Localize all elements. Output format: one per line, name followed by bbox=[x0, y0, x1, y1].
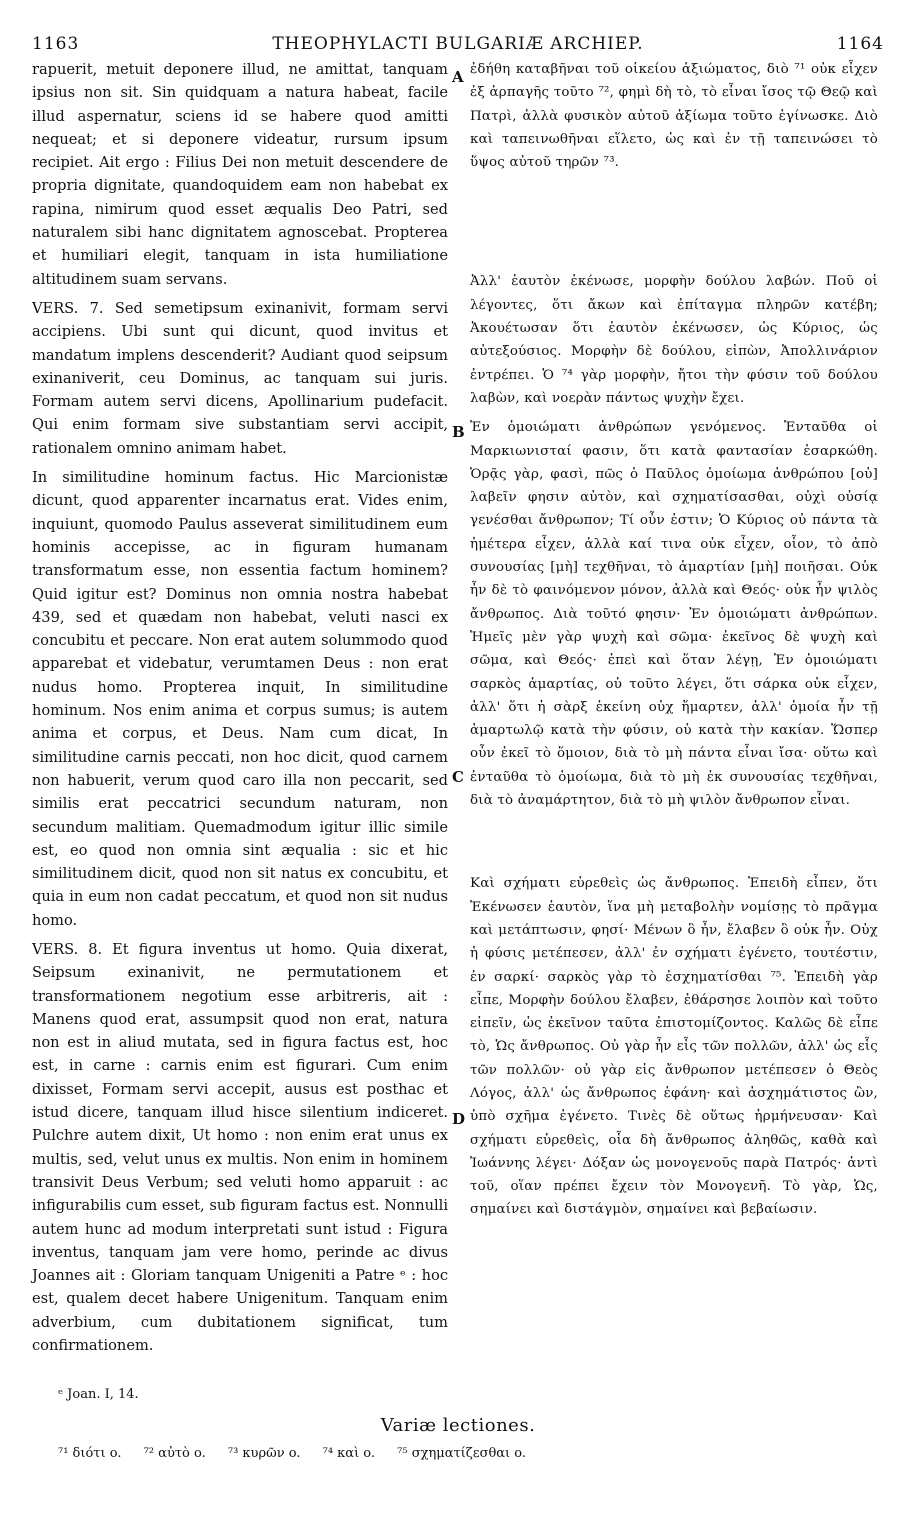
greek-paragraph: Ἀλλ' ἑαυτὸν ἐκένωσε, μορφὴν δούλου λαβών. Ποῦ οἱ λέγοντες, ὅτι ἄκων καὶ ἐπίταγμα πληρῶν κατέβη; Ἀκουέτωσαν ὅτι ἑαυτὸν ἐκένωσεν, ὡς Κύριος, ὡς αὐτεξούσιος. Μορφὴν δὲ δούλου, εἰπὼν, Ἀπολλινάριον ἐντρέπει. Ὁ ⁷⁴ γὰρ μορφὴν, ἤτοι τὴν φύσιν τοῦ δούλου λαβὼν, καὶ νοερὰν πάντως ψυχὴν ἔχει. bbox=[470, 274, 878, 406]
column-marker-c: C bbox=[452, 768, 464, 786]
variant-reading: ⁷² αὐτὸ o. bbox=[143, 1446, 206, 1461]
latin-paragraph: VERS. 7. Sed semetipsum exinanivit, formam servi accipiens. Ubi sunt qui dicunt, quod invitus et mandatum implens descenderit? Audiant quod seipsum exinaniverit, ceu Dominus, ac tanquam sui juris. Formam autem servi dicens, Apollinarium pudefacit. Qui enim formam sive substantiam servi accipit, rationalem omnino animam habet. bbox=[32, 299, 448, 457]
variant-reading: ⁷⁴ καὶ o. bbox=[322, 1446, 376, 1461]
variant-reading: ⁷⁵ σχηματίζεσθαι o. bbox=[397, 1446, 527, 1461]
variae-lectiones-title: Variæ lectiones. bbox=[380, 1415, 536, 1436]
variant-reading: ⁷¹ διότι o. bbox=[58, 1446, 122, 1461]
greek-paragraph: ἐδήθη καταβῆναι τοῦ οἰκείου ἀξιώματος, διὸ ⁷¹ οὐκ εἶχεν ἐξ ἁρπαγῆς τοῦτο ⁷², φημὶ δὴ τὸ, τὸ εἶναι ἴσος τῷ Θεῷ καὶ Πατρὶ, ἀλλὰ φυσικὸν αὐτοῦ ἀξίωμα τοῦτο ἐγίνωσκε. Διὸ καὶ ταπεινωθῆναι εἵλετο, ὡς καὶ ἐν τῇ ταπεινώσει τὸ ὕψος αὐτοῦ τηρῶν ⁷³. bbox=[470, 62, 878, 171]
greek-paragraph: Καὶ σχήματι εὑρεθεὶς ὡς ἄνθρωπος. Ἐπειδὴ εἶπεν, ὅτι Ἐκένωσεν ἑαυτὸν, ἵνα μὴ μεταβολὴν νομίσῃς τὸ πρᾶγμα καὶ μετάπτωσιν, φησί· Μένων ὃ ἦν, ἔλαβεν ὃ οὐκ ἦν. Οὐχ ἡ φύσις μετέπεσεν, ἀλλ' ἐν σχήματι ἐγένετο, τουτέστιν, ἐν σαρκί· σαρκὸς γὰρ τὸ ἐσχηματίσθαι ⁷⁵. Ἐπειδὴ γὰρ εἶπε, Μορφὴν δούλου ἔλαβεν, ἐθάρσησε λοιπὸν καὶ τοῦτο εἰπεῖν, ὡς ἐκεῖνον ταῦτα ἐπιστομίζοντος. Καλῶς δὲ εἶπε τὸ, Ὡς ἄνθρωπος. Οὐ γὰρ ἦν εἷς τῶν πολλῶν, ἀλλ' ὡς εἷς τῶν πολλῶν· οὐ γὰρ εἰς ἄνθρωπον μετέπεσεν ὁ Θεὸς Λόγος, ἀλλ' ὡς ἄνθρωπος ἐφάνη· καὶ ἀσχημάτιστος ὢν, ὑπὸ σχῆμα ἐγένετο. Τινὲς δὲ οὕτως ἡρμήνευσαν· Καὶ σχήματι εὑρεθεὶς, οἷα δὴ ἄνθρωπος ἀληθῶς, καθὰ καὶ Ἰωάννης λέγει· Δόξαν ὡς μονογενοῦς παρὰ Πατρός· ἀντὶ τοῦ, οἵαν πρέπει ἔχειν τὸν Μονογενῆ. Τὸ γὰρ, Ὡς, σημαίνει καὶ διστάγμὸν, σημαίνει καὶ βεβαίωσιν. bbox=[470, 876, 878, 1218]
page-header bbox=[32, 34, 884, 58]
running-title: THEOPHYLACTI BULGARIÆ ARCHIEP. bbox=[272, 34, 644, 54]
latin-column bbox=[32, 58, 448, 1357]
latin-paragraph: rapuerit, metuit deponere illud, ne amittat, tanquam ipsius non sit. Sin quidquam a natura habeat, facile illud aspernatur, sciens id se habere quod amitti nequeat; et si deponere videatur, rursum ipsum recipiet. Ait ergo : Filius Dei non metuit descendere de propria dignitate, quandoquidem eam non habebat ex rapina, nimirum quod esset æqualis Deo Patri, sed naturalem sibi hanc dignitatem agnoscebat. Propterea et humiliari elegit, tanquam in ista humiliatione altitudinem suam servans. bbox=[32, 61, 448, 288]
variant-reading: ⁷³ κυρῶν o. bbox=[227, 1446, 301, 1461]
column-marker-b: B bbox=[452, 423, 465, 441]
variae-lectiones-list bbox=[58, 1446, 544, 1461]
page-number-right: 1164 bbox=[836, 34, 884, 54]
latin-paragraph: In similitudine hominum factus. Hic Marcionistæ dicunt, quod apparenter incarnatus erat. Vides enim, inquiunt, quomodo Paulus asseverat similitudinem eum hominis accepisse, ac in figuram humanam transformatum esse, non essentia factum hominem? Quid igitur est? Dominus non omnia nostra habebat 439, sed et quædam non habebat, veluti nasci ex concubitu et peccare. Non erat autem solummodo quod apparebat et videbatur, verumtamen Deus : non erat nudus homo. Propterea inquit, In similitudine hominum. Nos enim anima et corpus sumus; is autem anima et corpus, et Deus. Nam cum dicat, In similitudine carnis peccati, non hoc dicit, quod carnem non habuerit, verum quod caro illa non peccarit, sed similis erat peccatrici secundum naturam, non secundum malitiam. Quemadmodum igitur illic simile est, eo quod non omnia sint æqualia : sic et hic similitudinem dicit, quod non sit natus ex concubitu, et quia in eum non cadat peccatum, et quod non sit nudus homo. bbox=[32, 469, 448, 929]
greek-paragraph: Ἐν ὁμοιώματι ἀνθρώπων γενόμενος. Ἐνταῦθα οἱ Μαρκιωνισταί φασιν, ὅτι κατὰ φαντασίαν ἐσαρκώθη. Ὁρᾷς γὰρ, φασὶ, πῶς ὁ Παῦλος ὁμοίωμα ἀνθρώπου [οὐ] λαβεῖν φησιν αὐτὸν, καὶ σχηματίσασθαι, οὐχὶ οὐσίᾳ γενέσθαι ἄνθρωπον; Τί οὖν ἐστιν; Ὁ Κύριος οὐ πάντα τὰ ἡμέτερα εἶχεν, ἀλλὰ καί τινα οὐκ εἶχεν, οἷον, τὸ ἀπὸ συνουσίας [μὴ] τεχθῆναι, τὸ ἁμαρτίαν [μὴ] ποιῆσαι. Οὐκ ἦν δὲ τὸ φαινόμενον μόνον, ἀλλὰ καὶ Θεός· οὐκ ἦν ψιλὸς ἄνθρωπος. Διὰ τοῦτό φησιν· Ἐν ὁμοιώματι ἀνθρώπων. Ἡμεῖς μὲν γὰρ ψυχὴ καὶ σῶμα· ἐκεῖνος δὲ ψυχὴ καὶ σῶμα, καὶ Θεός· ἐπεὶ καὶ ὅταν λέγῃ, Ἐν ὁμοιώματι σαρκὸς ἁμαρτίας, οὐ τοῦτο λέγει, ὅτι σάρκα οὐκ εἶχεν, ἀλλ' ὅτι ἡ σὰρξ ἐκείνη οὐχ ἥμαρτεν, ἀλλ' ὁμοία ἦν τῇ ἁμαρτωλῷ κατὰ τὴν φύσιν, οὐ κατὰ τὴν κακίαν. Ὥσπερ οὖν ἐκεῖ τὸ ὅμοιον, διὰ τὸ μὴ πάντα εἶναι ἴσα· οὕτω καὶ ἐνταῦθα τὸ ὁμοίωμα, διὰ τὸ μὴ ἐκ συνουσίας τεχθῆναι, διὰ τὸ ἀναμάρτητον, διὰ τὸ μὴ ψιλὸν ἄνθρωπον εἶναι. bbox=[470, 420, 878, 809]
latin-paragraph: VERS. 8. Et figura inventus ut homo. Quia dixerat, Seipsum exinanivit, ne permutationem et transformationem negotium esse arbitreris, ait : Manens quod erat, assumpsit quod non erat, natura non est in aliud mutata, sed in figura factus est, hoc est, in carne : carnis enim est figurari. Cum enim dixisset, Formam servi accepit, ausus est posthac et istud dicere, tanquam illud hisce silentium indiceret. Pulchre autem dixit, Ut homo : non enim erat unus ex multis, sed, velut unus ex multis. Non enim in hominem transivit Deus Verbum; sed veluti homo apparuit : ac infigurabilis cum esset, sub figuram factus est. Nonnulli autem hunc ad modum interpretati sunt istud : Figura inventus, tanquam jam vere homo, perinde ac divus Joannes ait : Gloriam tanquam Unigeniti a Patre ᵉ : hoc est, qualem decet habere Unigenitum. Tanquam enim adverbium, cum dubitationem significat, tum confirmationem. bbox=[32, 940, 448, 1355]
greek-column bbox=[470, 58, 878, 1222]
column-marker-a: A bbox=[452, 68, 464, 86]
footnote: ᵉ Joan. I, 14. bbox=[58, 1387, 139, 1402]
column-marker-d: D bbox=[452, 1110, 466, 1128]
page-number-left: 1163 bbox=[32, 34, 80, 54]
